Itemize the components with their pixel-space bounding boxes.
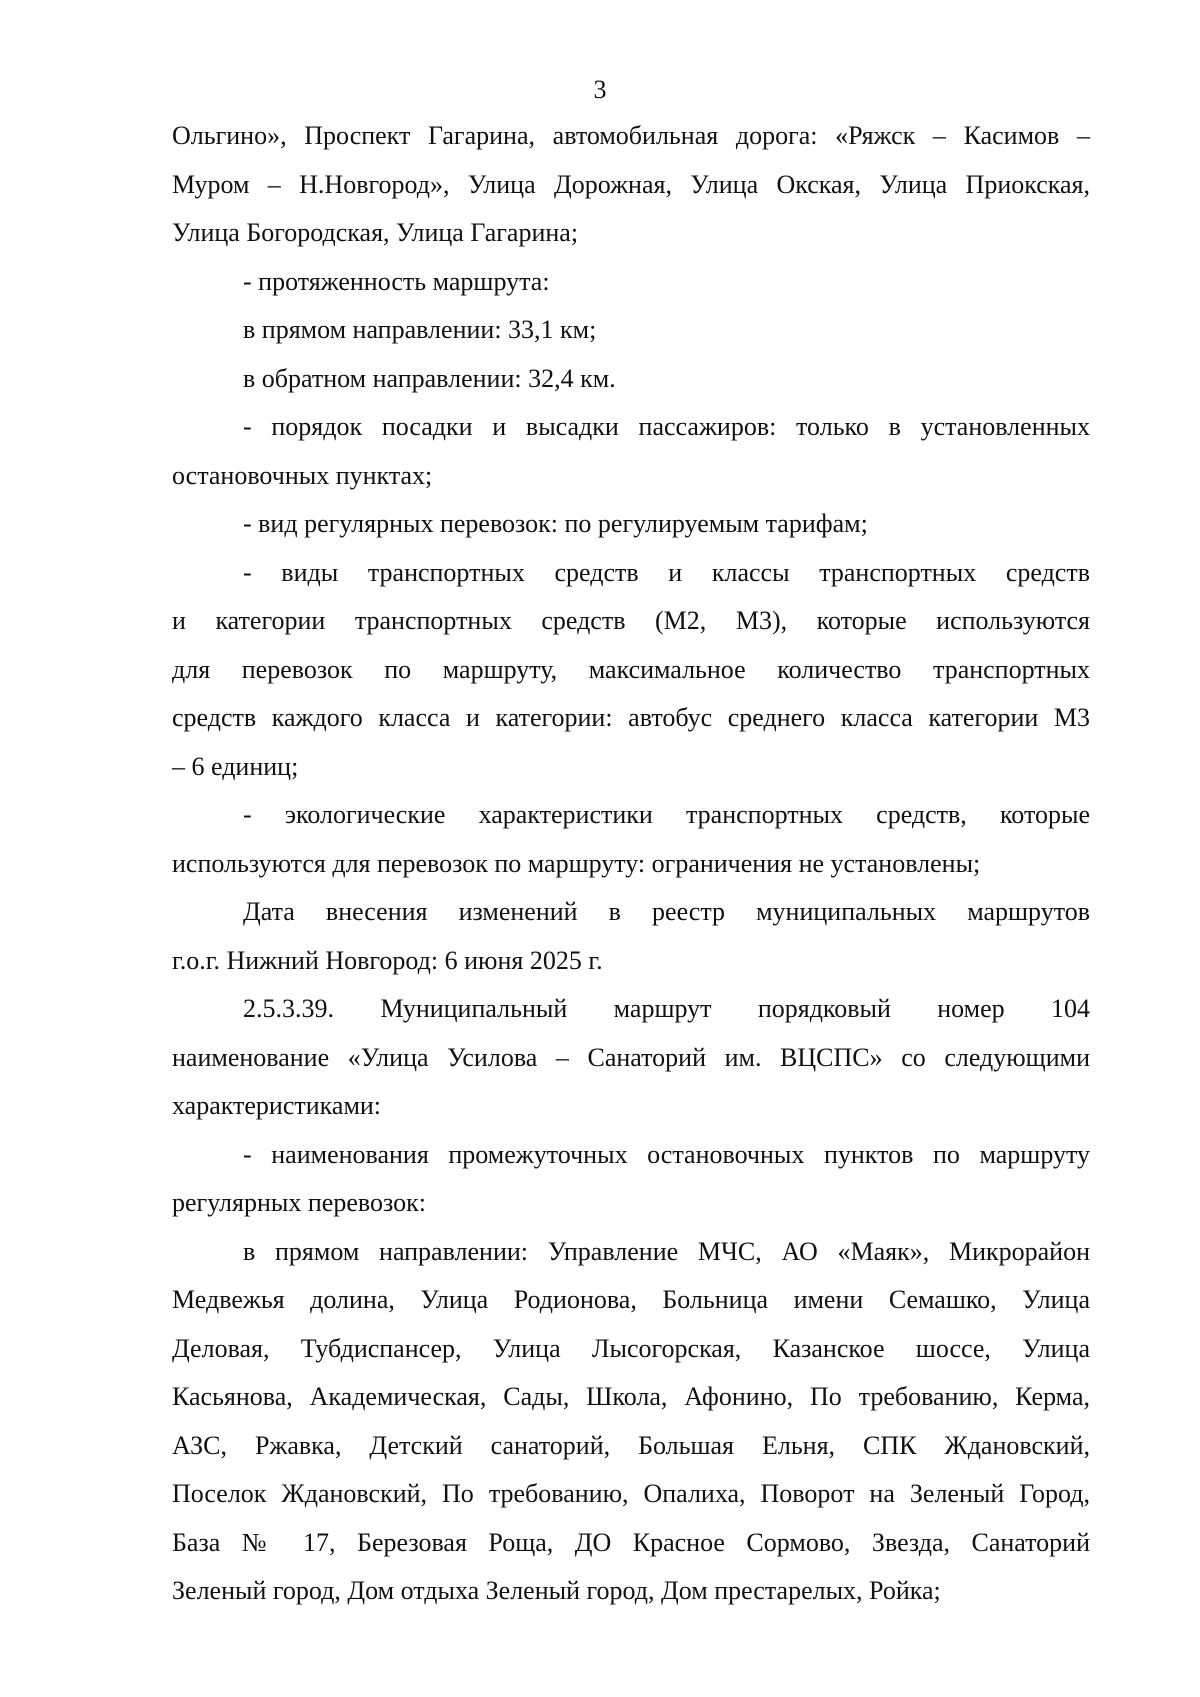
text-line: Дата внесения изменений в реестр муниципальных маршрутов [243, 897, 1090, 926]
text-line: 2.5.3.39. Муниципальный маршрут порядковый номер 104 [243, 994, 1090, 1023]
text-line: Ольгино», Проспект Гагарина, автомобильная дорога: «Ряжск – Касимов – [172, 121, 1090, 150]
paragraph-p10 [172, 985, 1090, 1131]
text-line: используются для перевозок по маршруту: ограничения не установлены; [172, 848, 981, 878]
text-line: характеристиками: [172, 1091, 382, 1120]
text-line: регулярных перевозок: [172, 1188, 426, 1217]
paragraph-p8 [172, 791, 1090, 888]
text-line: – 6 единиц; [172, 751, 299, 781]
text-line: - виды транспортных средств и классы транспортных средств [243, 557, 1090, 587]
text-line: Деловая, Тубдиспансер, Улица Лысогорская, Казанское шоссе, Улица [172, 1333, 1090, 1363]
text-line: остановочных пунктах; [172, 460, 433, 490]
paragraph-p9 [172, 888, 1090, 985]
text-line: АЗС, Ржавка, Детский санаторий, Большая Ельня, СПК Ждановский, [172, 1430, 1090, 1460]
paragraph-p3 [172, 306, 1090, 355]
text-line: Медвежья долина, Улица Родионова, Больница имени Семашко, Улица [172, 1285, 1090, 1314]
text-line: в обратном направлении: 32,4 км. [243, 363, 616, 393]
text-line: - протяженность маршрута: [243, 266, 550, 296]
document-body [172, 112, 1090, 1616]
text-line: г.о.г. Нижний Новгород: 6 июня 2025 г. [172, 945, 603, 975]
paragraph-p5 [172, 403, 1090, 500]
paragraph-p7 [172, 549, 1090, 792]
paragraph-p4 [172, 355, 1090, 404]
text-line: - экологические характеристики транспортных средств, которые [243, 800, 1090, 829]
text-line: Поселок Ждановский, По требованию, Опалиха, Поворот на Зеленый Город, [172, 1479, 1090, 1508]
text-line: Муром – Н.Новгород», Улица Дорожная, Улица Окская, Улица Приокская, [172, 169, 1090, 199]
paragraph-p2 [172, 258, 1090, 307]
paragraph-p6 [172, 500, 1090, 549]
text-line: - порядок посадки и высадки пассажиров: только в установленных [243, 412, 1090, 441]
text-line: средств каждого класса и категории: автобус среднего класса категории М3 [172, 703, 1090, 732]
text-line: - вид регулярных перевозок: по регулируемым тарифам; [243, 509, 868, 538]
text-line: и категории транспортных средств (М2, М3), которые используются [172, 606, 1090, 635]
text-line: - наименования промежуточных остановочных пунктов по маршруту [243, 1139, 1090, 1169]
text-line: для перевозок по маршруту, максимальное количество транспортных [172, 654, 1090, 684]
text-line: в прямом направлении: Управление МЧС, АО «Маяк», Микрорайон [243, 1236, 1090, 1266]
text-line: Касьянова, Академическая, Сады, Школа, Афонино, По требованию, Керма, [172, 1382, 1090, 1411]
page-number: 3 [593, 75, 607, 104]
paragraph-p12 [172, 1228, 1090, 1616]
paragraph-p1 [172, 112, 1090, 258]
paragraph-p11 [172, 1131, 1090, 1228]
text-line: Улица Богородская, Улица Гагарина; [172, 218, 579, 247]
text-line: в прямом направлении: 33,1 км; [243, 315, 597, 344]
text-line: наименование «Улица Усилова – Санаторий им. ВЦСПС» со следующими [172, 1042, 1090, 1072]
text-line: База № 17, Березовая Роща, ДО Красное Сормово, Звезда, Санаторий [172, 1527, 1090, 1557]
text-line: Зеленый город, Дом отдыха Зеленый город, Дом престарелых, Ройка; [172, 1576, 941, 1605]
